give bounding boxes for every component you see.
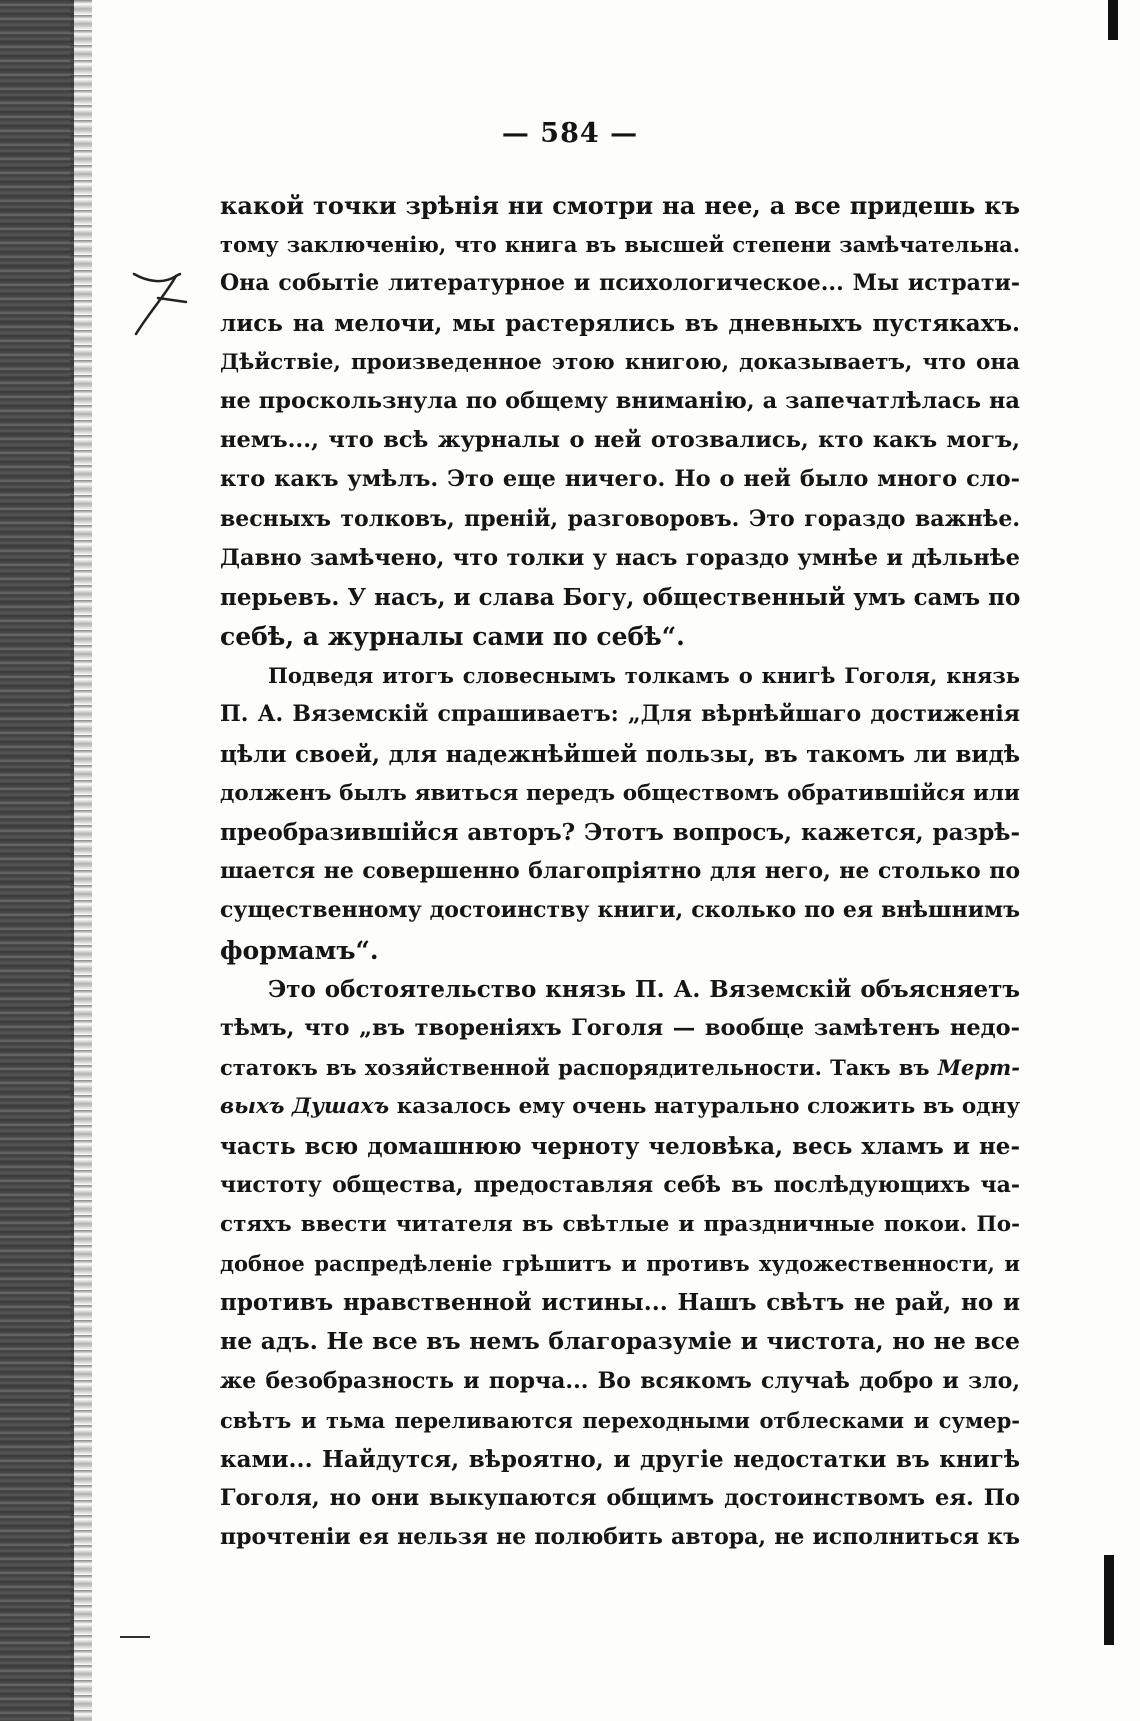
text-line: преобразившійся авторъ? Этотъ вопросъ, кажется, разрѣ- xyxy=(220,819,1020,846)
text-line: добное распредѣленіе грѣшитъ и противъ художественности, и xyxy=(220,1251,1020,1277)
text-line: часть всю домашнюю черноту человѣка, весь хламъ и не- xyxy=(220,1132,1020,1160)
text-line: весныхъ толковъ, преній, разговоровъ. Это гораздо важнѣе. xyxy=(220,505,1020,532)
text-line: противъ нравственной истины... Нашъ свѣтъ не рай, но и xyxy=(220,1289,1020,1317)
text-line: цѣли своей, для надежнѣйшей пользы, въ такомъ ли видѣ xyxy=(220,740,1020,768)
text-line: Давно замѣчено, что толки у насъ гораздо умнѣе и дѣльнѣе xyxy=(220,544,1020,571)
handwritten-margin-mark xyxy=(130,268,190,338)
text-line: чистоту общества, предоставляя себѣ въ послѣдующихъ ча- xyxy=(220,1171,1020,1198)
paragraph-start: Подведя итогъ словеснымъ толкамъ о книгѣ Гоголя, князь xyxy=(268,663,1020,689)
paragraph-start: Это обстоятельство князь П. А. Вяземскій объясняетъ xyxy=(268,975,1020,1003)
text-line: стяхъ ввести читателя въ свѣтлые и праздничные покои. По- xyxy=(220,1211,1020,1237)
text-line xyxy=(220,1087,1020,1126)
text-line: лись на мелочи, мы растерялись въ дневныхъ пустякахъ. xyxy=(220,309,1020,337)
text-line: формамъ“. xyxy=(220,935,379,965)
text-line: тому заключенію, что книга въ высшей степени замѣчательна. xyxy=(220,232,1020,258)
scan-artifact-dash xyxy=(120,1636,150,1638)
text-line: П. А. Вяземскій спрашиваетъ: „Для вѣрнѣйшаго достиженія xyxy=(220,701,1020,728)
text-line: тѣмъ, что „въ твореніяхъ Гоголя — вообще замѣтенъ недо- xyxy=(220,1014,1020,1041)
page-number: — 584 — xyxy=(501,118,639,149)
text-line: не проскользнула по общему вниманію, а запечатлѣлась на xyxy=(220,387,1020,414)
text-line xyxy=(220,1048,1020,1087)
italic-title-segment: Мерт- xyxy=(937,1055,1020,1081)
text-line: себѣ, а журналы сами по себѣ“. xyxy=(220,622,685,652)
scan-artifact-top xyxy=(1108,0,1118,40)
text-line: Дѣйствіе, произведенное этою книгою, доказываетъ, что она xyxy=(220,349,1020,375)
italic-title-segment: выхъ Душахъ xyxy=(220,1094,390,1120)
text-line: Она событіе литературное и психологическое... Мы истрати- xyxy=(220,270,1020,297)
text-line: кто какъ умѣлъ. Это еще ничего. Но о ней было много сло- xyxy=(220,466,1020,493)
scan-artifact-bottom xyxy=(1104,1555,1114,1645)
text-segment: статокъ въ хозяйственной распорядительности. Такъ въ xyxy=(220,1055,938,1081)
text-line: свѣтъ и тьма переливаются переходными отблесками и сумер- xyxy=(220,1407,1020,1433)
text-line: существенному достоинству книги, сколько по ея внѣшнимъ xyxy=(220,897,1020,924)
text-line: же безобразность и порча... Во всякомъ случаѣ добро и зло, xyxy=(220,1367,1020,1394)
text-line: не адъ. Не все въ немъ благоразуміе и чистота, но не все xyxy=(220,1327,1020,1356)
text-line: ками... Найдутся, вѣроятно, и другіе недостатки въ книгѣ xyxy=(220,1446,1020,1473)
text-line: перьевъ. У насъ, и слава Богу, общественный умъ самъ по xyxy=(220,583,1021,611)
text-line: какой точки зрѣнія ни смотри на нее, а все придешь къ xyxy=(220,191,1020,220)
text-line: Гоголя, но они выкупаются общимъ достоинствомъ ея. По xyxy=(220,1485,1020,1512)
text-line: шается не совершенно благопріятно для него, не столько по xyxy=(220,858,1020,885)
text-line: немъ..., что всѣ журналы о ней отозвались, кто какъ могъ, xyxy=(220,427,1020,454)
text-segment: казалось ему очень натурально сложить въ одну xyxy=(389,1094,1020,1120)
text-line: долженъ былъ явиться передъ обществомъ обратившійся или xyxy=(220,780,1020,806)
text-line: прочтеніи ея нельзя не полюбить автора, не исполниться къ xyxy=(220,1524,1020,1551)
scan-binding-edge xyxy=(0,0,74,1721)
body-text xyxy=(220,186,1020,1558)
